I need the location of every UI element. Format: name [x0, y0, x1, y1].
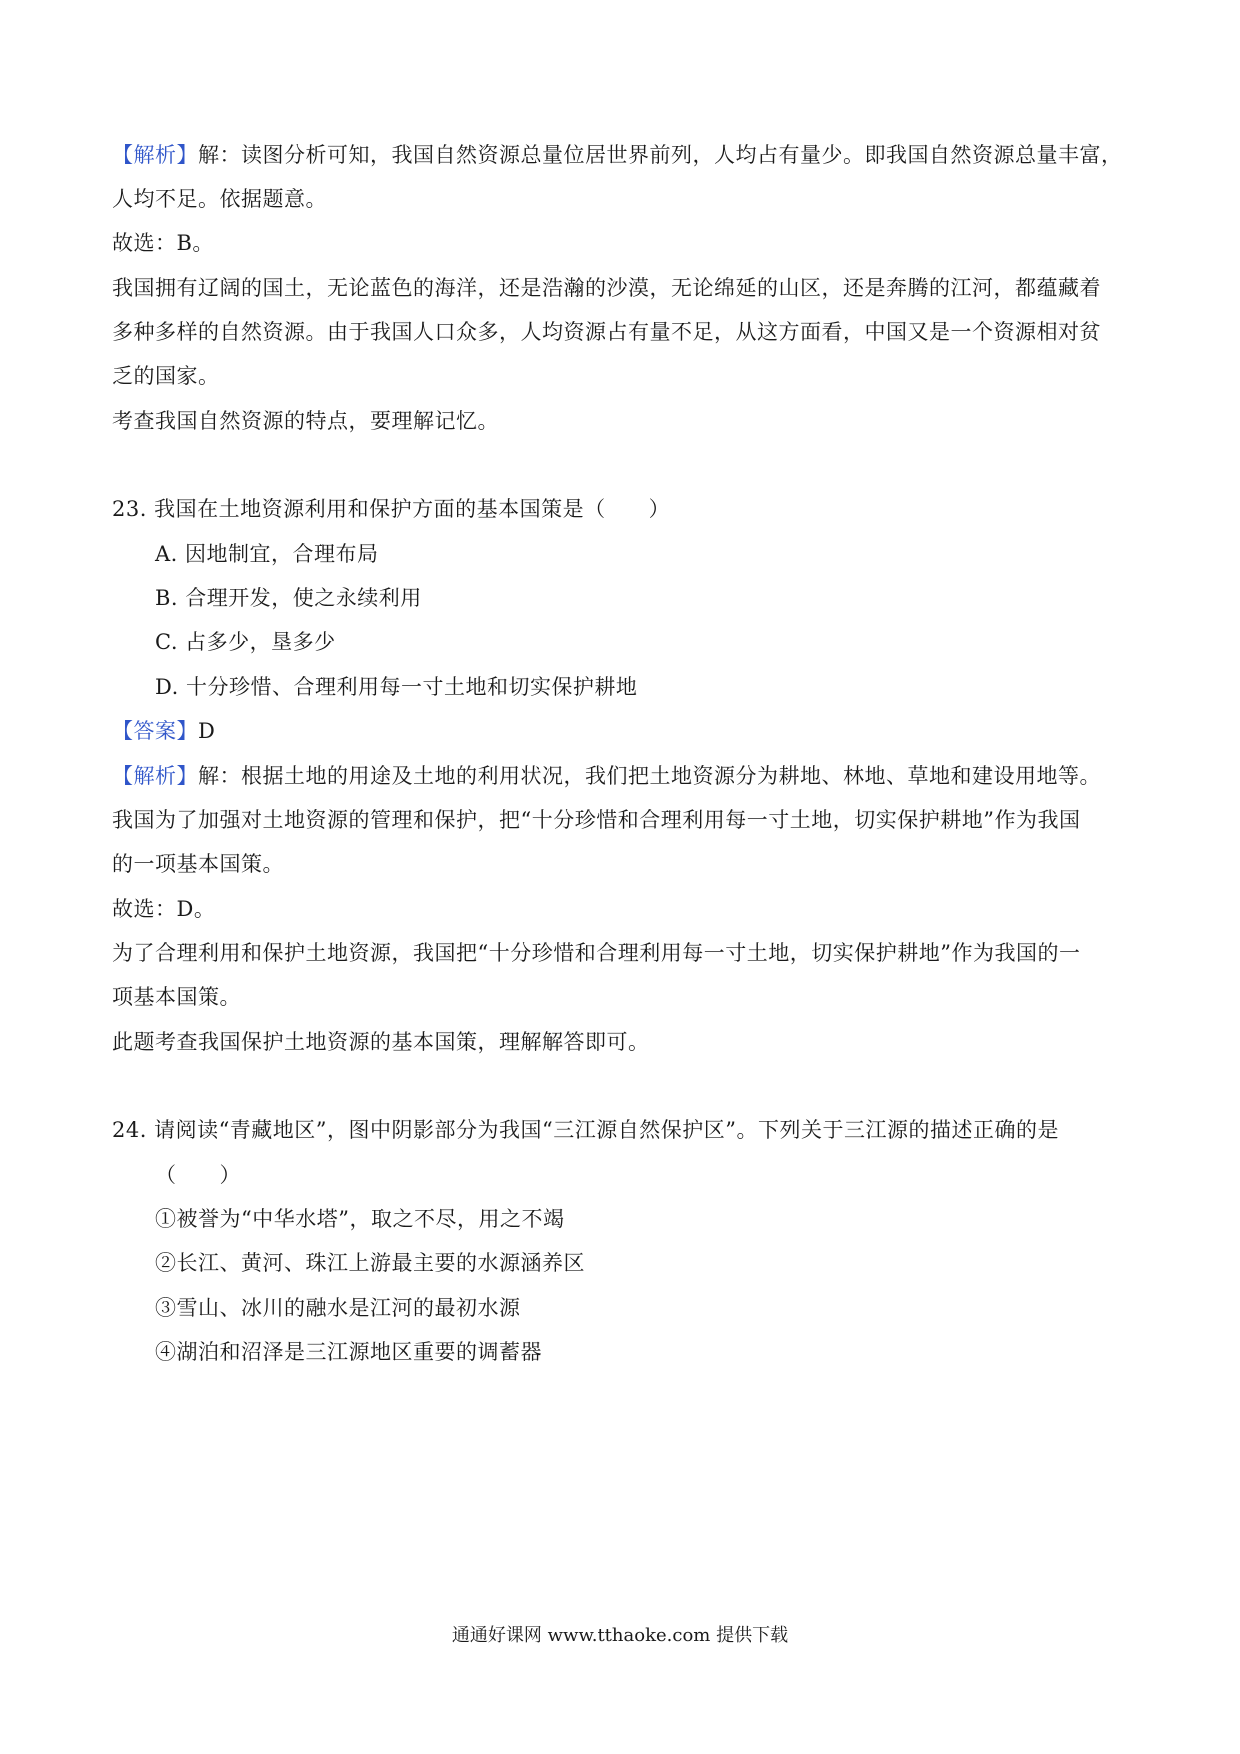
option-c: C. 占多少，垦多少: [155, 630, 336, 654]
answer-line: [112, 716, 1132, 746]
explanation-line: 为了合理利用和保护土地资源，我国把“十分珍惜和合理利用每一寸土地，切实保护耕地”作为我国的一: [112, 941, 1081, 965]
page-footer: 通通好课网 www.tthaoke.com 提供下载: [451, 1625, 789, 1646]
explanation-line: 项基本国策。: [112, 985, 241, 1009]
question-stem: 23. 我国在土地资源利用和保护方面的基本国策是（ ）: [112, 497, 671, 521]
analysis-text: 解：读图分析可知，我国自然资源总量位居世界前列，人均占有量少。即我国自然资源总量丰富，: [198, 143, 1123, 167]
analysis-text: 解：根据土地的用途及土地的利用状况，我们把土地资源分为耕地、林地、草地和建设用地等。: [198, 764, 1101, 788]
analysis-line: 的一项基本国策。: [112, 852, 284, 876]
answer-value: D: [198, 719, 216, 743]
select-answer: 故选：D。: [112, 897, 216, 921]
analysis-line: 人均不足。依据题意。: [112, 187, 327, 211]
explanation-line: 多种多样的自然资源。由于我国人口众多，人均资源占有量不足，从这方面看，中国又是一个资源相对贫: [112, 320, 1101, 344]
explanation-line: 我国拥有辽阔的国土，无论蓝色的海洋，还是浩瀚的沙漠，无论绵延的山区，还是奔腾的江河，都蕴藏着: [112, 276, 1101, 300]
answer-tag: 【答案】: [112, 719, 198, 743]
explanation-line: 乏的国家。: [112, 364, 220, 388]
statement-3: ③雪山、冰川的融水是江河的最初水源: [155, 1296, 521, 1320]
question-stem-blank: （ ）: [155, 1163, 241, 1187]
analysis-line: [112, 761, 1132, 791]
statement-1: ①被誉为“中华水塔”，取之不尽，用之不竭: [155, 1207, 565, 1231]
question-stem: 24. 请阅读“青藏地区”，图中阴影部分为我国“三江源自然保护区”。下列关于三江源的描述正确的是: [112, 1118, 1060, 1142]
analysis-line: 我国为了加强对土地资源的管理和保护，把“十分珍惜和合理利用每一寸土地，切实保护耕地”作为我国: [112, 808, 1081, 832]
analysis-line: [112, 140, 1132, 170]
analysis-tag: 【解析】: [112, 143, 198, 167]
option-b: B. 合理开发，使之永续利用: [155, 586, 422, 610]
summary-line: 考查我国自然资源的特点，要理解记忆。: [112, 409, 499, 433]
statement-2: ②长江、黄河、珠江上游最主要的水源涵养区: [155, 1251, 585, 1275]
statement-4: ④湖泊和沼泽是三江源地区重要的调蓄器: [155, 1340, 542, 1364]
option-a: A. 因地制宜，合理布局: [155, 542, 379, 566]
summary-line: 此题考查我国保护土地资源的基本国策，理解解答即可。: [112, 1030, 650, 1054]
select-answer: 故选：B。: [112, 231, 214, 255]
analysis-tag: 【解析】: [112, 764, 198, 788]
option-d: D. 十分珍惜、合理利用每一寸土地和切实保护耕地: [155, 675, 638, 699]
